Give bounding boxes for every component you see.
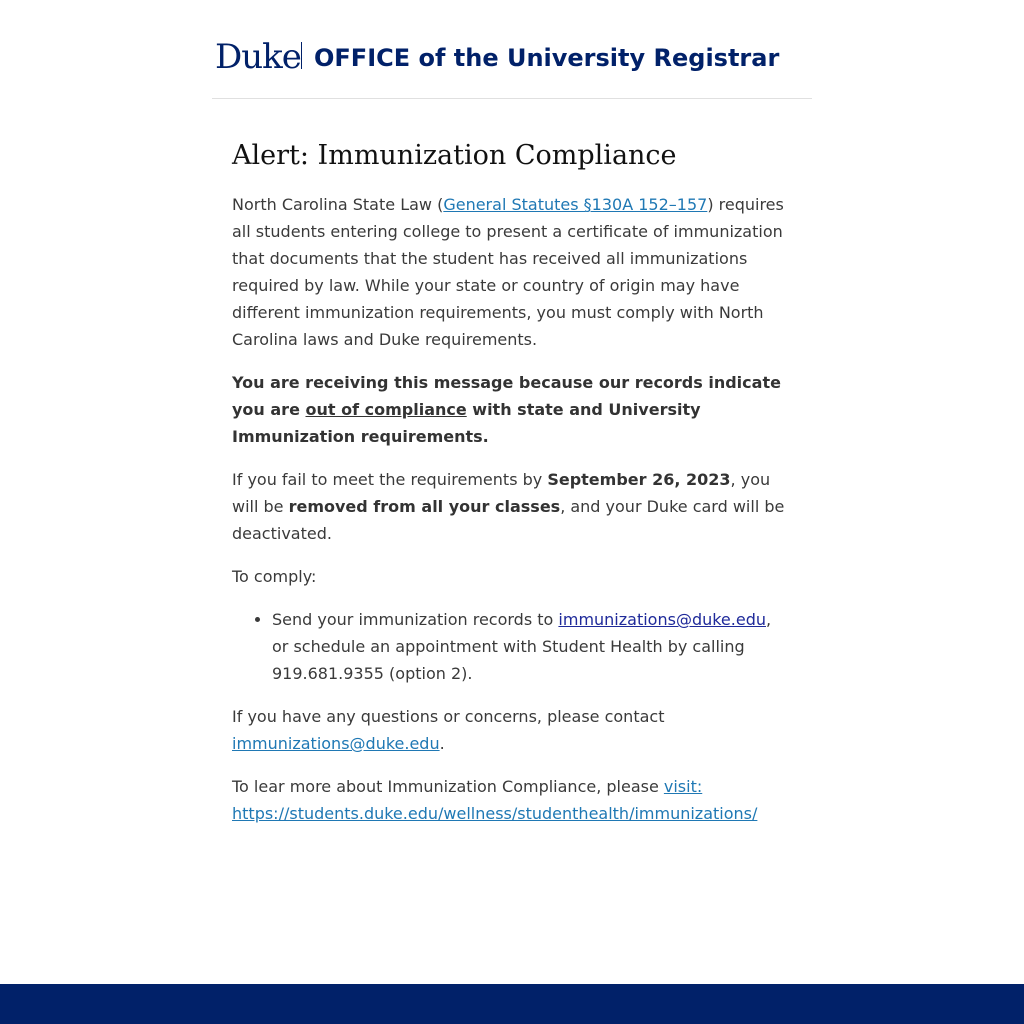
warning-text-after: with state and University Immunization requirements. xyxy=(232,400,701,446)
comply-list xyxy=(232,606,792,687)
deadline-text-before: If you fail to meet the requirements by xyxy=(232,470,548,489)
bullet-text-before: Send your immunization records to xyxy=(272,610,559,629)
email-body xyxy=(232,138,792,843)
immunizations-info-link[interactable]: visit: https://students.duke.edu/wellness/studenthealth/immunizations/ xyxy=(232,777,758,823)
law-text-before: North Carolina State Law ( xyxy=(232,195,444,214)
deadline-text-middle: , you will be xyxy=(232,470,771,516)
contact-email-link[interactable]: immunizations@duke.edu xyxy=(232,734,440,753)
learn-more-paragraph xyxy=(232,773,792,827)
footer-bar xyxy=(0,984,1024,1024)
questions-text-before: If you have any questions or concerns, please contact xyxy=(232,707,665,726)
law-text-after: ) requires all students entering college to present a certificate of immunization that documents that the student has received all immunizations required by law. While your state or country of origin may have different immunization requirements, you must comply with North Carolina laws and Duke requirements. xyxy=(232,195,784,349)
email-header xyxy=(212,38,812,99)
logo-divider xyxy=(301,42,302,69)
bullet-text-after: , or schedule an appointment with Student Health by calling 919.681.9355 (option 2). xyxy=(272,610,772,683)
email-title: Alert: Immunization Compliance xyxy=(232,140,677,171)
duke-logo: Duke xyxy=(215,37,301,77)
questions-text-after: . xyxy=(439,734,445,753)
questions-paragraph xyxy=(232,703,792,757)
law-paragraph xyxy=(232,191,792,353)
immunizations-email-link[interactable]: immunizations@duke.edu xyxy=(558,610,766,629)
out-of-compliance-text: out of compliance xyxy=(305,400,467,419)
deadline-date: September 26, 2023 xyxy=(547,470,731,489)
to-comply-label: To comply: xyxy=(232,567,317,586)
removed-text: removed from all your classes xyxy=(288,497,561,516)
deadline-paragraph xyxy=(232,466,792,547)
list-item xyxy=(272,606,792,687)
compliance-warning xyxy=(232,369,792,450)
warning-text-before: You are receiving this message because our records indicate you are xyxy=(232,373,781,419)
learn-more-text: To lear more about Immunization Compliance, please xyxy=(232,777,664,796)
deadline-text-after: , and your Duke card will be deactivated. xyxy=(232,497,785,543)
general-statutes-link[interactable]: General Statutes §130A 152–157 xyxy=(443,195,708,214)
office-title: OFFICE of the University Registrar xyxy=(314,44,780,72)
